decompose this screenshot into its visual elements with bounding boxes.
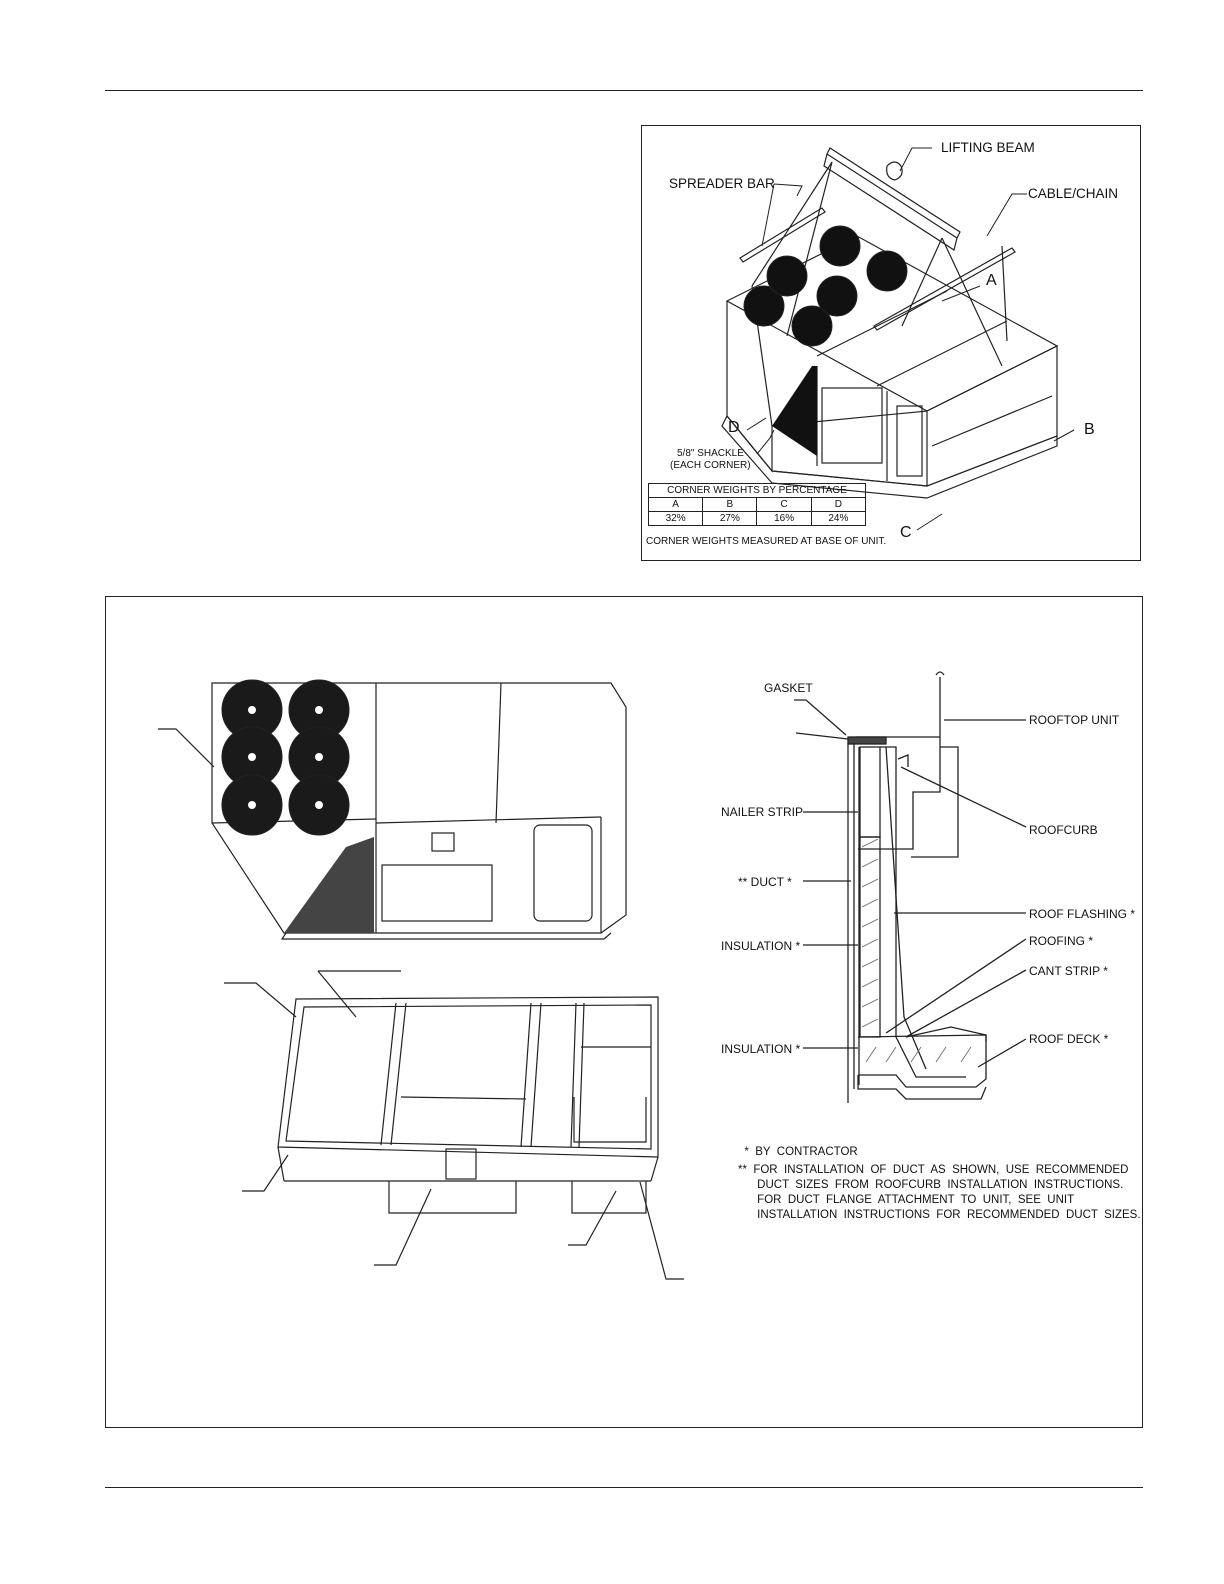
roof-deck-label: ROOF DECK * <box>1029 1032 1109 1046</box>
spreader-bar-label: SPREADER BAR <box>669 176 775 191</box>
corner-a-label: A <box>986 272 997 289</box>
note-line-4: FOR DUCT FLANGE ATTACHMENT TO UNIT, SEE UNIT <box>738 1194 1075 1206</box>
corner-header-a: A <box>649 498 703 512</box>
corner-c-label: C <box>900 524 912 541</box>
roofing-label: ROOFING * <box>1029 934 1094 948</box>
corner-b-label: B <box>1084 421 1095 438</box>
cable-chain-label: CABLE/CHAIN <box>1028 186 1119 201</box>
corner-value-d: 24% <box>811 512 865 526</box>
lifting-beam-label: LIFTING BEAM <box>941 140 1035 155</box>
shackle-label-line2: (EACH CORNER) <box>670 460 751 471</box>
cant-strip-label: CANT STRIP * <box>1029 964 1108 978</box>
note-line-2: ** FOR INSTALLATION OF DUCT AS SHOWN, USE RECOMMENDED <box>738 1164 1129 1176</box>
corner-value-c: 16% <box>757 512 811 526</box>
corner-weights-table <box>648 483 866 526</box>
corner-value-a: 32% <box>649 512 703 526</box>
roofcurb-label: ROOFCURB <box>1029 823 1098 837</box>
rigging-figure <box>641 125 1141 561</box>
note-line-3: DUCT SIZES FROM ROOFCURB INSTALLATION INSTRUCTIONS. <box>738 1179 1124 1191</box>
corner-header-c: C <box>757 498 811 512</box>
rooftop-unit-label: ROOFTOP UNIT <box>1029 713 1120 727</box>
roof-flashing-label: ROOF FLASHING * <box>1029 907 1136 921</box>
bottom-rule <box>105 1487 1143 1488</box>
corner-weights-title: CORNER WEIGHTS BY PERCENTAGE <box>649 484 866 498</box>
corner-header-b: B <box>703 498 757 512</box>
curb-figure <box>105 596 1143 1428</box>
nailer-strip-label: NAILER STRIP <box>721 805 804 819</box>
note-line-1: * BY CONTRACTOR <box>738 1146 858 1158</box>
gasket-label: GASKET <box>764 681 813 695</box>
curb-illustration <box>106 597 1144 1429</box>
insulation-lower-label: INSULATION * <box>721 1042 801 1056</box>
corner-d-label: D <box>728 419 740 436</box>
duct-label: ** DUCT * <box>738 875 792 889</box>
insulation-upper-label: INSULATION * <box>721 939 801 953</box>
corner-header-d: D <box>811 498 865 512</box>
shackle-label-line1: 5/8" SHACKLE <box>677 448 744 459</box>
note-line-5: INSTALLATION INSTRUCTIONS FOR RECOMMENDED DUCT SIZES. <box>738 1209 1141 1221</box>
top-rule <box>105 90 1143 91</box>
corner-weights-footnote: CORNER WEIGHTS MEASURED AT BASE OF UNIT. <box>646 536 887 547</box>
corner-value-b: 27% <box>703 512 757 526</box>
